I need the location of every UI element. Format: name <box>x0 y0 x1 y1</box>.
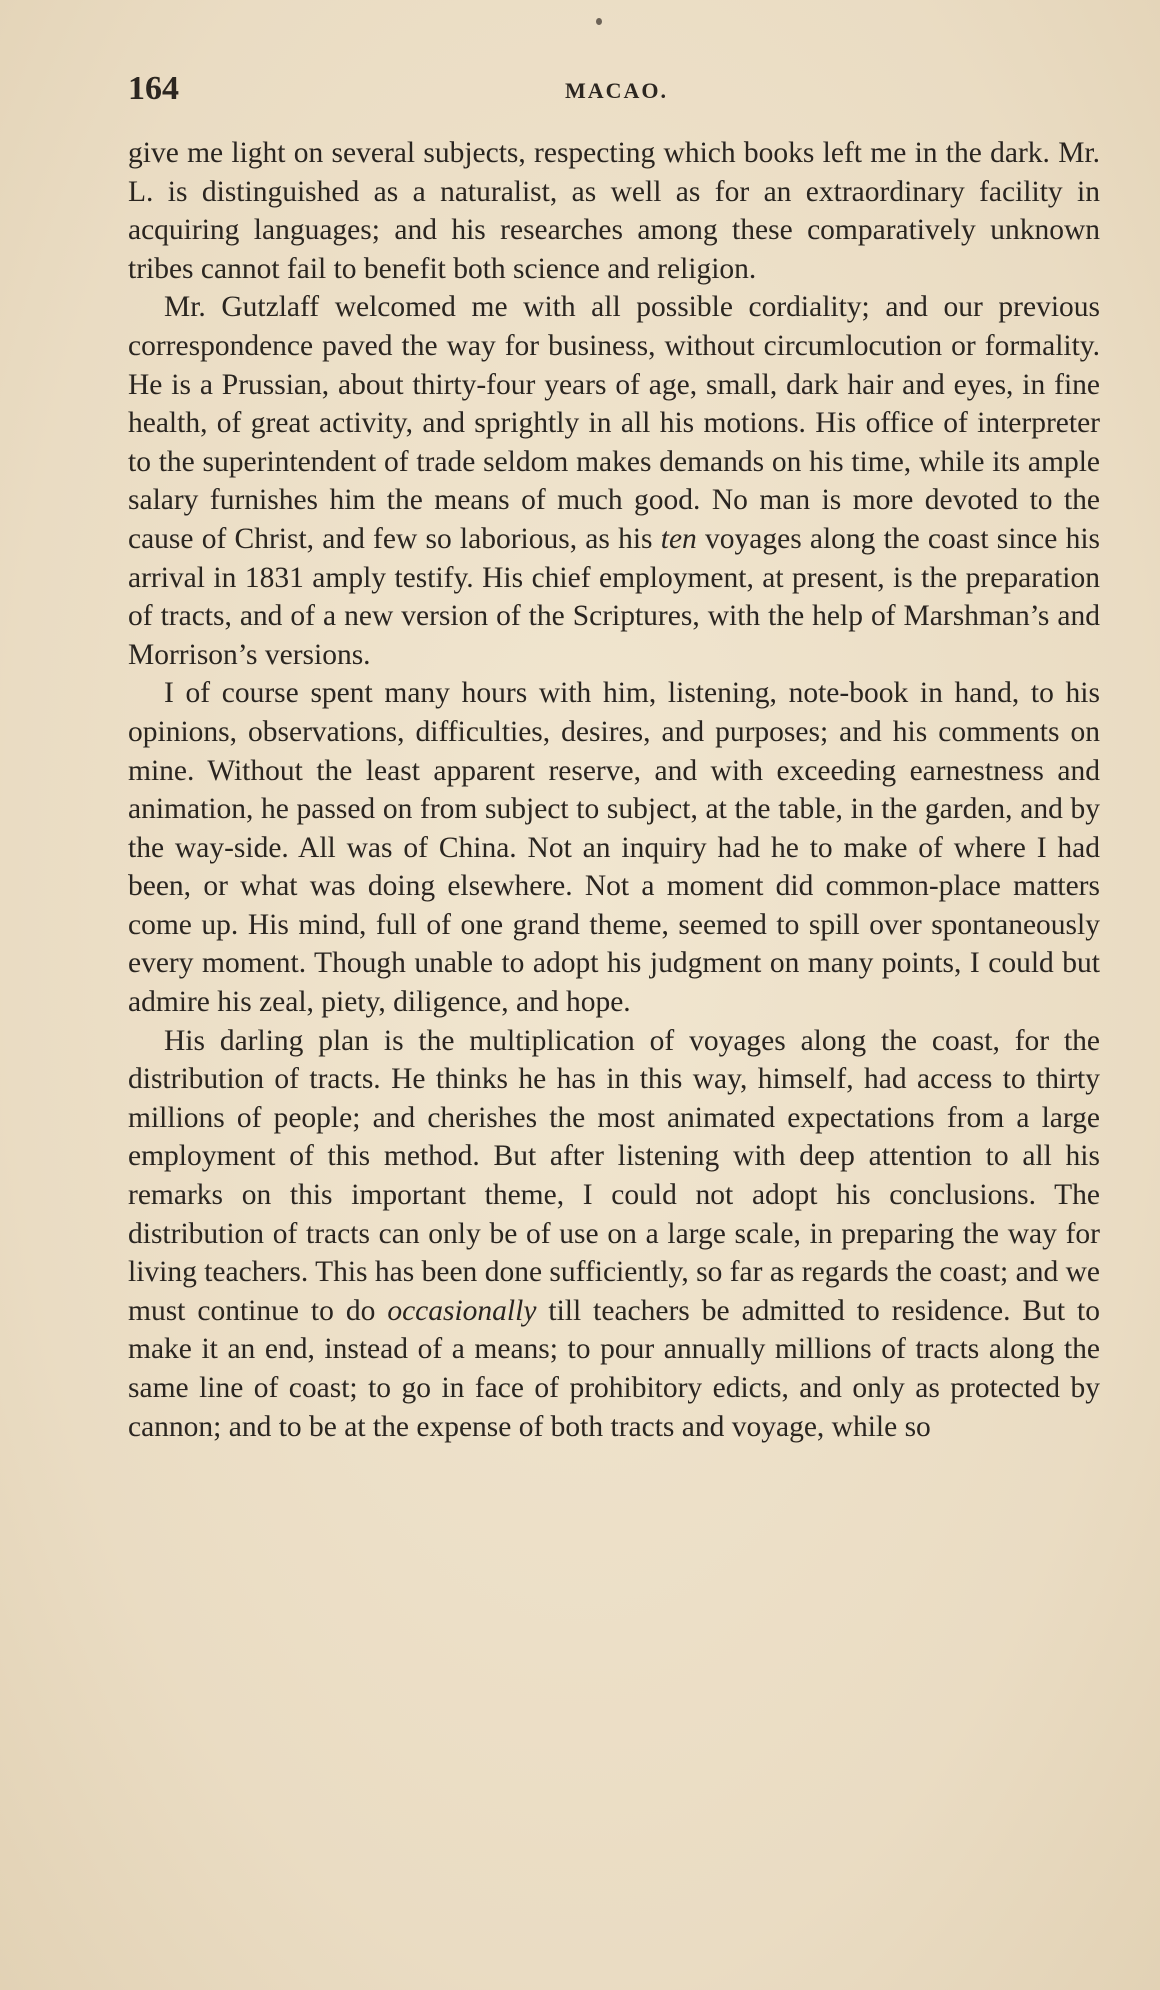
paragraph-text: voyages along the coast since his arrival in 1831 amply testify. His chief employment, at present, is the preparation of tracts, and of a new version of the Scriptures, with the help of Marshman’s and Morrison’s versions. <box>128 522 1100 671</box>
paragraph-text: Mr. Gutzlaff welcomed me with all possible cordiality; and our previous correspondence paved the way for business, without circumlocution or formality. He is a Prussian, about thirty-four years of age, small, dark hair and eyes, in fine health, of great activity, and sprightly in all his motions. His office of interpreter to the superintendent of trade seldom makes demands on his time, while its ample salary furnishes him the means of much good. No man is more devoted to the cause of Christ, and few so laborious, as his <box>128 291 1100 555</box>
paragraph-text: till teachers be admitted to residence. But to make it an end, instead of a means; to pour annually millions of tracts along the same line of coast; to go in face of prohibitory edicts, and only as protected by cannon; and to be at the expense of both tracts and voyage, while so <box>128 1294 1100 1443</box>
body-text <box>128 134 1100 1446</box>
ink-speck <box>596 18 602 25</box>
paragraph-text: I of course spent many hours with him, listening, note-book in hand, to his opinions, observations, difficulties, desires, and purposes; and his comments on mine. Without the least apparent reserve, and with exceeding earnestness and animation, he passed on from subject to subject, at the table, in the garden, and by the way-side. All was of China. Not an inquiry had he to make of where I had been, or what was doing elsewhere. Not a moment did common-place matters come up. His mind, full of one grand theme, seemed to spill over spontaneously every moment. Though unable to adopt his judgment on many points, I could but admire his zeal, piety, diligence, and hope. <box>128 677 1100 1019</box>
page-number: 164 <box>128 70 179 107</box>
running-title: MACAO. <box>565 78 669 103</box>
emphasized-word: ten <box>660 522 697 555</box>
paragraph-text: give me light on several subjects, respecting which books left me in the dark. Mr. L. is distinguished as a naturalist, as well as for an extraordinary facility in acquiring languages; and his researches among these comparatively unknown tribes cannot fail to benefit both science and religion. <box>128 137 1100 285</box>
paragraph-1 <box>128 134 1100 288</box>
emphasized-word: occasionally <box>387 1294 537 1327</box>
paragraph-text: His darling plan is the multiplication of voyages along the coast, for the distribution of tracts. He thinks he has in this way, himself, had access to thirty millions of people; and cherishes the most animated expectations from a large employment of this method. But after listening with deep attention to all his remarks on this important theme, I could not adopt his conclusions. The distribution of tracts can only be of use on a large scale, in preparing the way for living teachers. This has been done sufficiently, so far as regards the coast; and we must continue to do <box>128 1024 1100 1327</box>
paragraph-4 <box>128 1022 1100 1447</box>
running-head <box>128 70 1088 110</box>
paragraph-2 <box>128 288 1100 674</box>
paragraph-3 <box>128 674 1100 1021</box>
